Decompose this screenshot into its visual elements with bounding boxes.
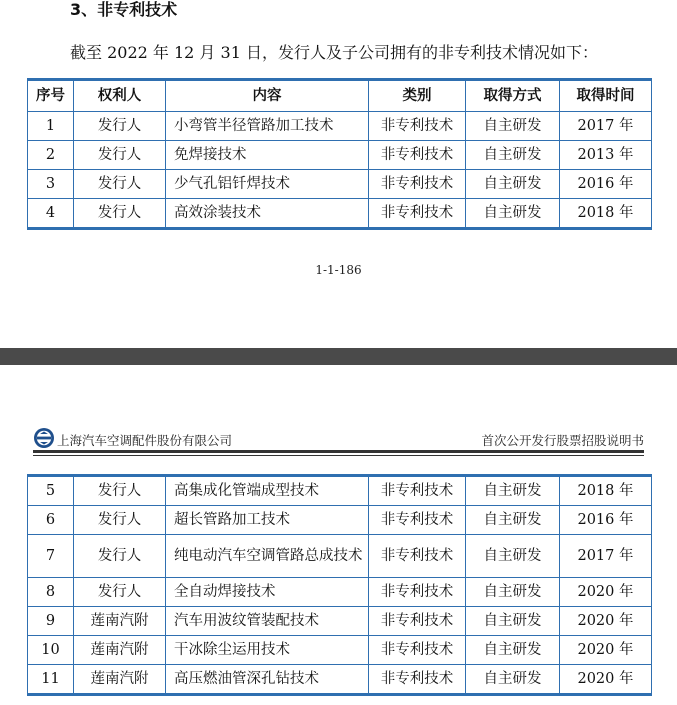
cell-method: 自主研发 <box>466 199 560 229</box>
cell-time: 2020 年 <box>560 578 652 607</box>
cell-seq: 6 <box>28 506 74 535</box>
cell-time: 2018 年 <box>560 476 652 506</box>
cell-content: 纯电动汽车空调管路总成技术 <box>166 535 369 578</box>
cell-owner: 莲南汽附 <box>74 665 166 695</box>
table-row <box>28 607 652 636</box>
table-row <box>28 170 652 199</box>
page-separator <box>0 348 677 365</box>
cell-time: 2020 年 <box>560 636 652 665</box>
cell-content: 高压燃油管深孔钻技术 <box>166 665 369 695</box>
cell-time: 2020 年 <box>560 665 652 695</box>
cell-time: 2016 年 <box>560 170 652 199</box>
cell-seq: 11 <box>28 665 74 695</box>
cell-category: 非专利技术 <box>369 607 466 636</box>
cell-category: 非专利技术 <box>369 506 466 535</box>
company-logo-icon <box>33 427 55 449</box>
table-row <box>28 112 652 141</box>
cell-method: 自主研发 <box>466 607 560 636</box>
header-content: 内容 <box>166 80 369 112</box>
cell-owner: 发行人 <box>74 506 166 535</box>
cell-category: 非专利技术 <box>369 665 466 695</box>
cell-content: 高集成化管端成型技术 <box>166 476 369 506</box>
cell-owner: 莲南汽附 <box>74 636 166 665</box>
cell-method: 自主研发 <box>466 665 560 695</box>
cell-seq: 3 <box>28 170 74 199</box>
table-row <box>28 199 652 229</box>
document-page-1 <box>0 0 677 348</box>
cell-owner: 发行人 <box>74 112 166 141</box>
cell-time: 2020 年 <box>560 607 652 636</box>
document-page-2 <box>0 365 677 705</box>
cell-method: 自主研发 <box>466 141 560 170</box>
section-title: 3、非专利技术 <box>70 0 178 19</box>
cell-category: 非专利技术 <box>369 170 466 199</box>
table-row <box>28 578 652 607</box>
document-title: 首次公开发行股票招股说明书 <box>481 433 644 448</box>
cell-method: 自主研发 <box>466 506 560 535</box>
cell-owner: 发行人 <box>74 199 166 229</box>
table-row <box>28 141 652 170</box>
cell-content: 高效涂装技术 <box>166 199 369 229</box>
cell-owner: 发行人 <box>74 535 166 578</box>
cell-seq: 8 <box>28 578 74 607</box>
cell-owner: 莲南汽附 <box>74 607 166 636</box>
cell-owner: 发行人 <box>74 476 166 506</box>
company-name: 上海汽车空调配件股份有限公司 <box>57 433 233 448</box>
header-acquisition-time: 取得时间 <box>560 80 652 112</box>
table-row <box>28 506 652 535</box>
cell-content: 汽车用波纹管装配技术 <box>166 607 369 636</box>
intro-paragraph: 截至 2022 年 12 月 31 日，发行人及子公司拥有的非专利技术情况如下： <box>70 43 598 62</box>
table-header-row <box>28 80 652 112</box>
cell-category: 非专利技术 <box>369 636 466 665</box>
non-patent-table-part-1 <box>27 78 652 230</box>
header-seq: 序号 <box>28 80 74 112</box>
cell-seq: 2 <box>28 141 74 170</box>
table-row <box>28 476 652 506</box>
cell-content: 超长管路加工技术 <box>166 506 369 535</box>
cell-owner: 发行人 <box>74 578 166 607</box>
header-rule <box>33 450 644 456</box>
cell-category: 非专利技术 <box>369 199 466 229</box>
cell-category: 非专利技术 <box>369 535 466 578</box>
page-header <box>33 427 644 451</box>
cell-category: 非专利技术 <box>369 112 466 141</box>
cell-method: 自主研发 <box>466 535 560 578</box>
table-row <box>28 636 652 665</box>
cell-method: 自主研发 <box>466 112 560 141</box>
cell-category: 非专利技术 <box>369 141 466 170</box>
header-category: 类别 <box>369 80 466 112</box>
non-patent-table-part-2 <box>27 474 652 696</box>
cell-method: 自主研发 <box>466 578 560 607</box>
cell-time: 2013 年 <box>560 141 652 170</box>
cell-method: 自主研发 <box>466 170 560 199</box>
header-acquisition-method: 取得方式 <box>466 80 560 112</box>
cell-seq: 9 <box>28 607 74 636</box>
cell-method: 自主研发 <box>466 636 560 665</box>
cell-category: 非专利技术 <box>369 578 466 607</box>
cell-content: 小弯管半径管路加工技术 <box>166 112 369 141</box>
cell-seq: 10 <box>28 636 74 665</box>
table-row <box>28 535 652 578</box>
table-row <box>28 665 652 695</box>
cell-content: 免焊接技术 <box>166 141 369 170</box>
cell-owner: 发行人 <box>74 141 166 170</box>
cell-content: 干冰除尘运用技术 <box>166 636 369 665</box>
header-owner: 权利人 <box>74 80 166 112</box>
cell-seq: 1 <box>28 112 74 141</box>
cell-content: 全自动焊接技术 <box>166 578 369 607</box>
cell-time: 2017 年 <box>560 535 652 578</box>
cell-time: 2018 年 <box>560 199 652 229</box>
cell-seq: 7 <box>28 535 74 578</box>
cell-method: 自主研发 <box>466 476 560 506</box>
page-number: 1-1-186 <box>315 263 362 277</box>
cell-time: 2017 年 <box>560 112 652 141</box>
cell-seq: 4 <box>28 199 74 229</box>
cell-category: 非专利技术 <box>369 476 466 506</box>
cell-time: 2016 年 <box>560 506 652 535</box>
cell-content: 少气孔铝钎焊技术 <box>166 170 369 199</box>
cell-seq: 5 <box>28 476 74 506</box>
cell-owner: 发行人 <box>74 170 166 199</box>
